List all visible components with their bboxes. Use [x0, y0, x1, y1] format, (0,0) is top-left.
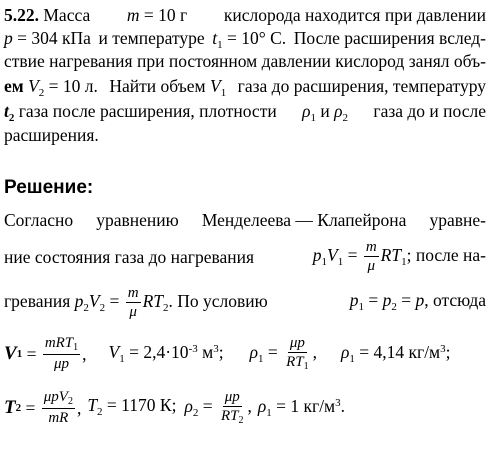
problem-number: 5.22. [4, 5, 39, 25]
fraction-m-over-mu-2: $\frac{m}{\mu}$ [127, 285, 139, 320]
problem-line-5: $t_2$ газа после расширения, плотности $\rho_1$ и $\rho_2$ газа до и после [4, 101, 486, 124]
problem-line-2: p = 304 кПа и температуре $t_1 = 10^\circ$ С. После расширения вслед- [4, 28, 486, 51]
fraction-rho2: $\frac{\mu p}{RT_2}$ [220, 389, 244, 426]
problem-line-4: ем $V_2 = 10$ л. Найти объем $V_1$ газа до расширения, температуру [4, 76, 486, 99]
solution-line-2: ние состояния газа до нагревания $p_1V_1$ = $\frac{m}{\mu}$ $RT_1$; после на- [4, 239, 486, 274]
fraction-v1: $\frac{mRT_1}{\mu p}$ [44, 335, 79, 372]
solution-line-5: T 2 = $\frac{\mu pV_2}{mR}$ , $T_2 = 1170$ К; $\rho_2$ = $\frac{\mu p}{RT_2}$ , $\rho_1 = 1$ $кг/м^3$. [4, 389, 346, 426]
problem-line-1: 5.22. Масса m = 10 г кислорода находится при давлении [4, 5, 486, 25]
fraction-m-over-mu: $\frac{m}{\mu}$ [365, 239, 377, 274]
problem-line-3: ствие нагревания при постоянном давлении кислород занял объ- [4, 51, 486, 71]
solution-line-3: гревания $p_2V_2$ = $\frac{m}{\mu}$ $RT_2$. По условию $p_1 = p_2 = p$, отсюда [4, 285, 486, 320]
solution-line-1: Согласно уравнению Менделеева — Клапейрона уравне- [4, 210, 486, 230]
fraction-rho1: $\frac{\mu p}{RT_1}$ [286, 335, 309, 372]
problem-line-6: расширения. [4, 125, 99, 145]
solution-line-4: V 1 = $\frac{mRT_1}{\mu p}$ , $V_1 = 2,4\cdot 10^{-3}$ $м^3$; $\rho_1$ = $\frac{\mu p}{RT_1}$ , $\rho_1 = 4,14$ $кг/м^3$; [4, 335, 451, 372]
solution-heading: Решение: [4, 177, 94, 198]
fraction-t2: $\frac{\mu pV_2}{mR}$ [43, 389, 73, 426]
